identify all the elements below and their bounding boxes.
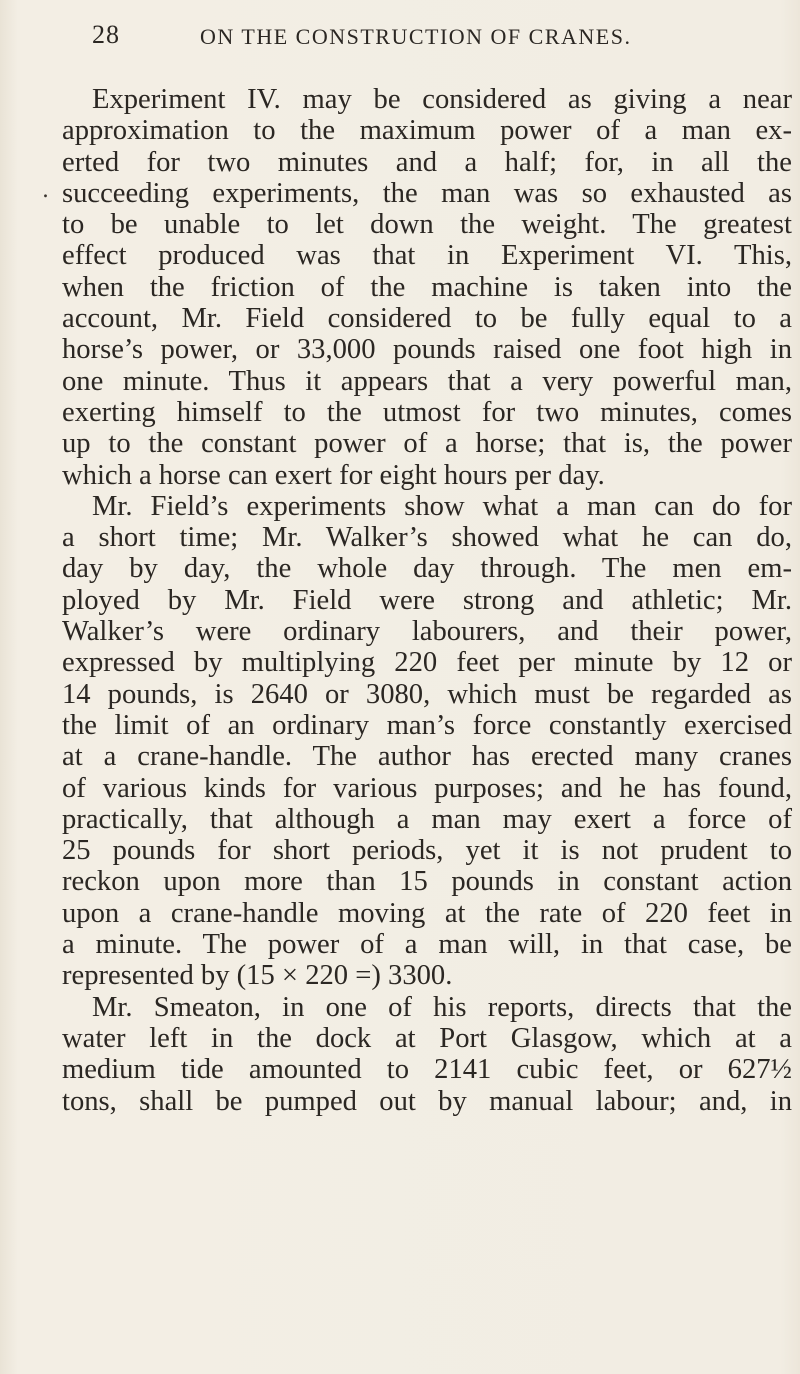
paragraph-2 [62,491,792,992]
paragraph-1 [62,84,792,491]
text-line: effect produced was that in Experiment VI. This, [62,240,792,272]
text-line: expressed by multiplying 220 feet per minute by 12 or [62,647,792,679]
text-line: approximation to the maximum power of a man ex- [62,115,792,147]
text-line: a short time; Mr. Walker’s showed what he can do, [62,522,792,554]
text-line: upon a crane-handle moving at the rate of 220 feet in [62,897,792,929]
text-line: ployed by Mr. Field were strong and athletic; Mr. [62,584,792,616]
paragraph-3 [62,992,792,1117]
text-line: water left in the dock at Port Glasgow, which at a [62,1022,792,1054]
text-line: practically, that although a man may exert a force of [62,803,792,835]
text-line: medium tide amounted to 2141 cubic feet, or 627½ [62,1054,792,1086]
text-line: which a horse can exert for eight hours per day. [62,459,605,491]
text-line: horse’s power, or 33,000 pounds raised one foot high in [62,334,792,366]
text-line: Mr. Smeaton, in one of his reports, directs that the [92,991,792,1023]
text-line: 14 pounds, is 2640 or 3080, which must be regarded as [62,678,792,710]
text-line: erted for two minutes and a half; for, in all the [62,146,792,178]
text-line: a minute. The power of a man will, in that case, be [62,929,792,961]
text-line: 25 pounds for short periods, yet it is not prudent to [62,835,792,867]
text-line: one minute. Thus it appears that a very powerful man, [62,365,792,397]
running-head: ON THE CONSTRUCTION OF CRANES. [200,24,632,49]
text-line: account, Mr. Field considered to be fully equal to a [62,303,792,335]
text-line: represented by (15 × 220 =) 3300. [62,960,453,992]
text-line: Mr. Field’s experiments show what a man can do for [92,490,792,522]
text-line: the limit of an ordinary man’s force constantly exercised [62,709,792,741]
text-line: Experiment IV. may be considered as giving a near [92,84,792,115]
page-header [62,20,760,60]
text-line: reckon upon more than 15 pounds in constant action [62,866,792,898]
text-line: day by day, the whole day through. The men em- [62,553,792,585]
text-line: at a crane-handle. The author has erected many cranes [62,741,792,773]
text-line: succeeding experiments, the man was so exhausted as [62,177,792,209]
text-line: Walker’s were ordinary labourers, and their power, [62,616,792,648]
page-number: 28 [92,20,120,49]
text-line: up to the constant power of a horse; that is, the power [62,428,792,460]
margin-mark: . [42,178,49,203]
text-line: of various kinds for various purposes; and he has found, [62,772,792,804]
text-line: when the friction of the machine is taken into the [62,271,792,303]
text-line: exerting himself to the utmost for two minutes, comes [62,396,792,428]
text-line: tons, shall be pumped out by manual labour; and, in [62,1085,792,1117]
body-text [62,84,792,1117]
text-line: to be unable to let down the weight. The greatest [62,209,792,241]
